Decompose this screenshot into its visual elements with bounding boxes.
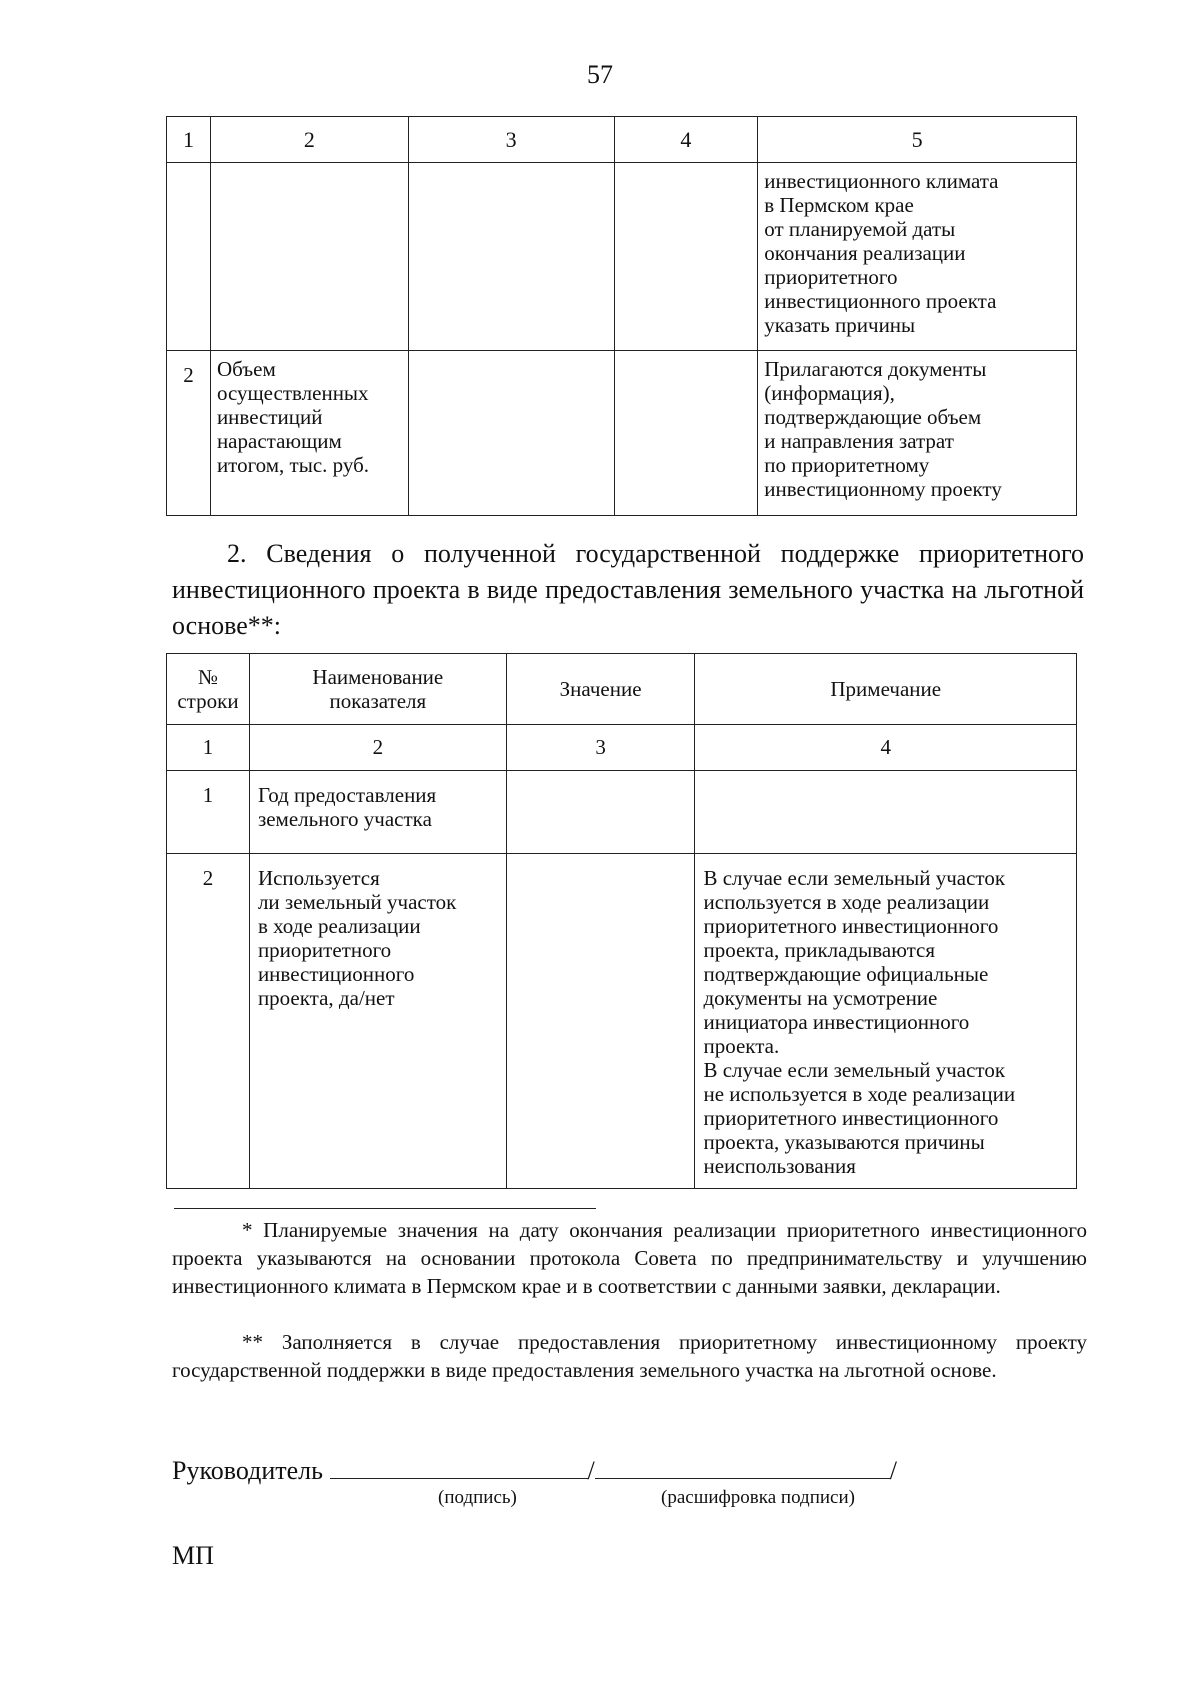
note-line: Прилагаются документы bbox=[764, 357, 987, 381]
note-line: окончания реализации bbox=[764, 241, 966, 265]
note-line: инвестиционного проекта bbox=[764, 289, 997, 313]
note-line: (информация), bbox=[764, 381, 895, 405]
signature-separator: / bbox=[587, 1456, 595, 1485]
note-cell bbox=[758, 163, 1077, 351]
row-number: 1 bbox=[167, 771, 250, 854]
row-number bbox=[167, 163, 211, 351]
note-cell bbox=[758, 351, 1077, 516]
note-line: проекта, прикладываются bbox=[703, 938, 936, 962]
note-line: неиспользования bbox=[703, 1154, 856, 1178]
column-number: 2 bbox=[210, 117, 408, 163]
indicator-name-cell bbox=[249, 854, 506, 1189]
table-row bbox=[167, 854, 1077, 1189]
value-cell bbox=[408, 351, 614, 516]
name-line: Год предоставления bbox=[257, 783, 437, 807]
signature-end-slash: / bbox=[889, 1456, 897, 1485]
note-cell bbox=[695, 854, 1077, 1189]
header-indicator-name bbox=[249, 654, 506, 725]
note-line: инициатора инвестиционного bbox=[703, 1010, 970, 1034]
note-line: инвестиционному проекту bbox=[764, 477, 1002, 501]
value-cell bbox=[614, 351, 758, 516]
name-line: инвестиций bbox=[216, 405, 323, 429]
header-text: № bbox=[197, 665, 218, 689]
name-line: приоритетного bbox=[257, 938, 392, 962]
note-line: инвестиционного климата bbox=[764, 169, 999, 193]
header-text: строки bbox=[177, 689, 239, 713]
column-number: 1 bbox=[167, 725, 250, 771]
name-line: ли земельный участок bbox=[257, 890, 457, 914]
value-cell bbox=[506, 771, 695, 854]
name-line: Используется bbox=[257, 866, 380, 890]
name-line: Объем bbox=[216, 357, 276, 381]
column-number: 4 bbox=[695, 725, 1077, 771]
footnote-divider bbox=[174, 1208, 596, 1209]
header-text: показателя bbox=[329, 689, 427, 713]
table-row bbox=[167, 351, 1077, 516]
indicator-name-cell bbox=[210, 351, 408, 516]
note-line: приоритетного инвестиционного bbox=[703, 1106, 999, 1130]
row-number: 2 bbox=[167, 854, 250, 1189]
table-header-row bbox=[167, 654, 1077, 725]
note-line: документы на усмотрение bbox=[703, 986, 938, 1010]
header-note: Примечание bbox=[695, 654, 1077, 725]
section-2-heading: 2. Сведения о полученной государственной поддержке приоритетного инвестиционного проекта в виде предоставления земельного участка на льготной основе**: bbox=[172, 539, 1084, 640]
name-line: осуществленных bbox=[216, 381, 369, 405]
name-line: в ходе реализации bbox=[257, 914, 421, 938]
note-line: не используется в ходе реализации bbox=[703, 1082, 1016, 1106]
column-number: 4 bbox=[614, 117, 758, 163]
note-line: указать причины bbox=[764, 313, 916, 337]
note-line: приоритетного инвестиционного bbox=[703, 914, 999, 938]
signature-row bbox=[172, 1452, 897, 1486]
signature-decoding-line[interactable] bbox=[595, 1452, 890, 1479]
column-number-row bbox=[167, 117, 1077, 163]
indicator-name-cell bbox=[210, 163, 408, 351]
note-line: в Пермском крае bbox=[764, 193, 914, 217]
table-row bbox=[167, 163, 1077, 351]
note-line: и направления затрат bbox=[764, 429, 954, 453]
value-cell bbox=[506, 854, 695, 1189]
header-row-number bbox=[167, 654, 250, 725]
indicators-table-continued bbox=[166, 116, 1077, 516]
footnote-1: * Планируемые значения на дату окончания реализации приоритетного инвестиционного проекта указываются на основании протокола Совета по предпринимательству и улучшению инвестиционного климата в Пермском крае и в соответствии с данными заявки, декларации. bbox=[172, 1218, 1087, 1298]
signature-line[interactable] bbox=[330, 1452, 588, 1479]
name-line: инвестиционного bbox=[257, 962, 415, 986]
value-cell bbox=[614, 163, 758, 351]
note-line: проекта. bbox=[703, 1034, 780, 1058]
column-number: 2 bbox=[249, 725, 506, 771]
signature-caption: (подпись) bbox=[438, 1487, 517, 1508]
name-line: проекта, да/нет bbox=[257, 986, 395, 1010]
footnote-2: ** Заполняется в случае предоставления приоритетному инвестиционному проекту государственной поддержки в виде предоставления земельного участка на льготной основе. bbox=[172, 1330, 1087, 1382]
signature-label: Руководитель bbox=[172, 1456, 323, 1485]
column-number-row bbox=[167, 725, 1077, 771]
table-row bbox=[167, 771, 1077, 854]
value-cell bbox=[408, 163, 614, 351]
indicator-name-cell bbox=[249, 771, 506, 854]
name-line: земельного участка bbox=[257, 807, 432, 831]
note-line: от планируемой даты bbox=[764, 217, 956, 241]
stamp-label: МП bbox=[172, 1541, 214, 1570]
page-number: 57 bbox=[587, 60, 613, 89]
row-number: 2 bbox=[167, 351, 211, 516]
column-number: 1 bbox=[167, 117, 211, 163]
note-cell bbox=[695, 771, 1077, 854]
note-line: проекта, указываются причины bbox=[703, 1130, 985, 1154]
column-number: 3 bbox=[506, 725, 695, 771]
name-line: нарастающим bbox=[216, 429, 342, 453]
column-number: 5 bbox=[758, 117, 1077, 163]
name-line: итогом, тыс. руб. bbox=[216, 453, 370, 477]
note-line: подтверждающие объем bbox=[764, 405, 982, 429]
note-line: по приоритетному bbox=[764, 453, 930, 477]
note-line: В случае если земельный участок bbox=[703, 1058, 1006, 1082]
land-support-table bbox=[166, 653, 1077, 1189]
note-line: приоритетного bbox=[764, 265, 898, 289]
header-value: Значение bbox=[506, 654, 695, 725]
note-line: подтверждающие официальные bbox=[703, 962, 989, 986]
header-text: Наименование bbox=[312, 665, 444, 689]
column-number: 3 bbox=[408, 117, 614, 163]
note-line: В случае если земельный участок bbox=[703, 866, 1006, 890]
note-line: используется в ходе реализации bbox=[703, 890, 990, 914]
signature-decoding-caption: (расшифровка подписи) bbox=[661, 1487, 855, 1508]
